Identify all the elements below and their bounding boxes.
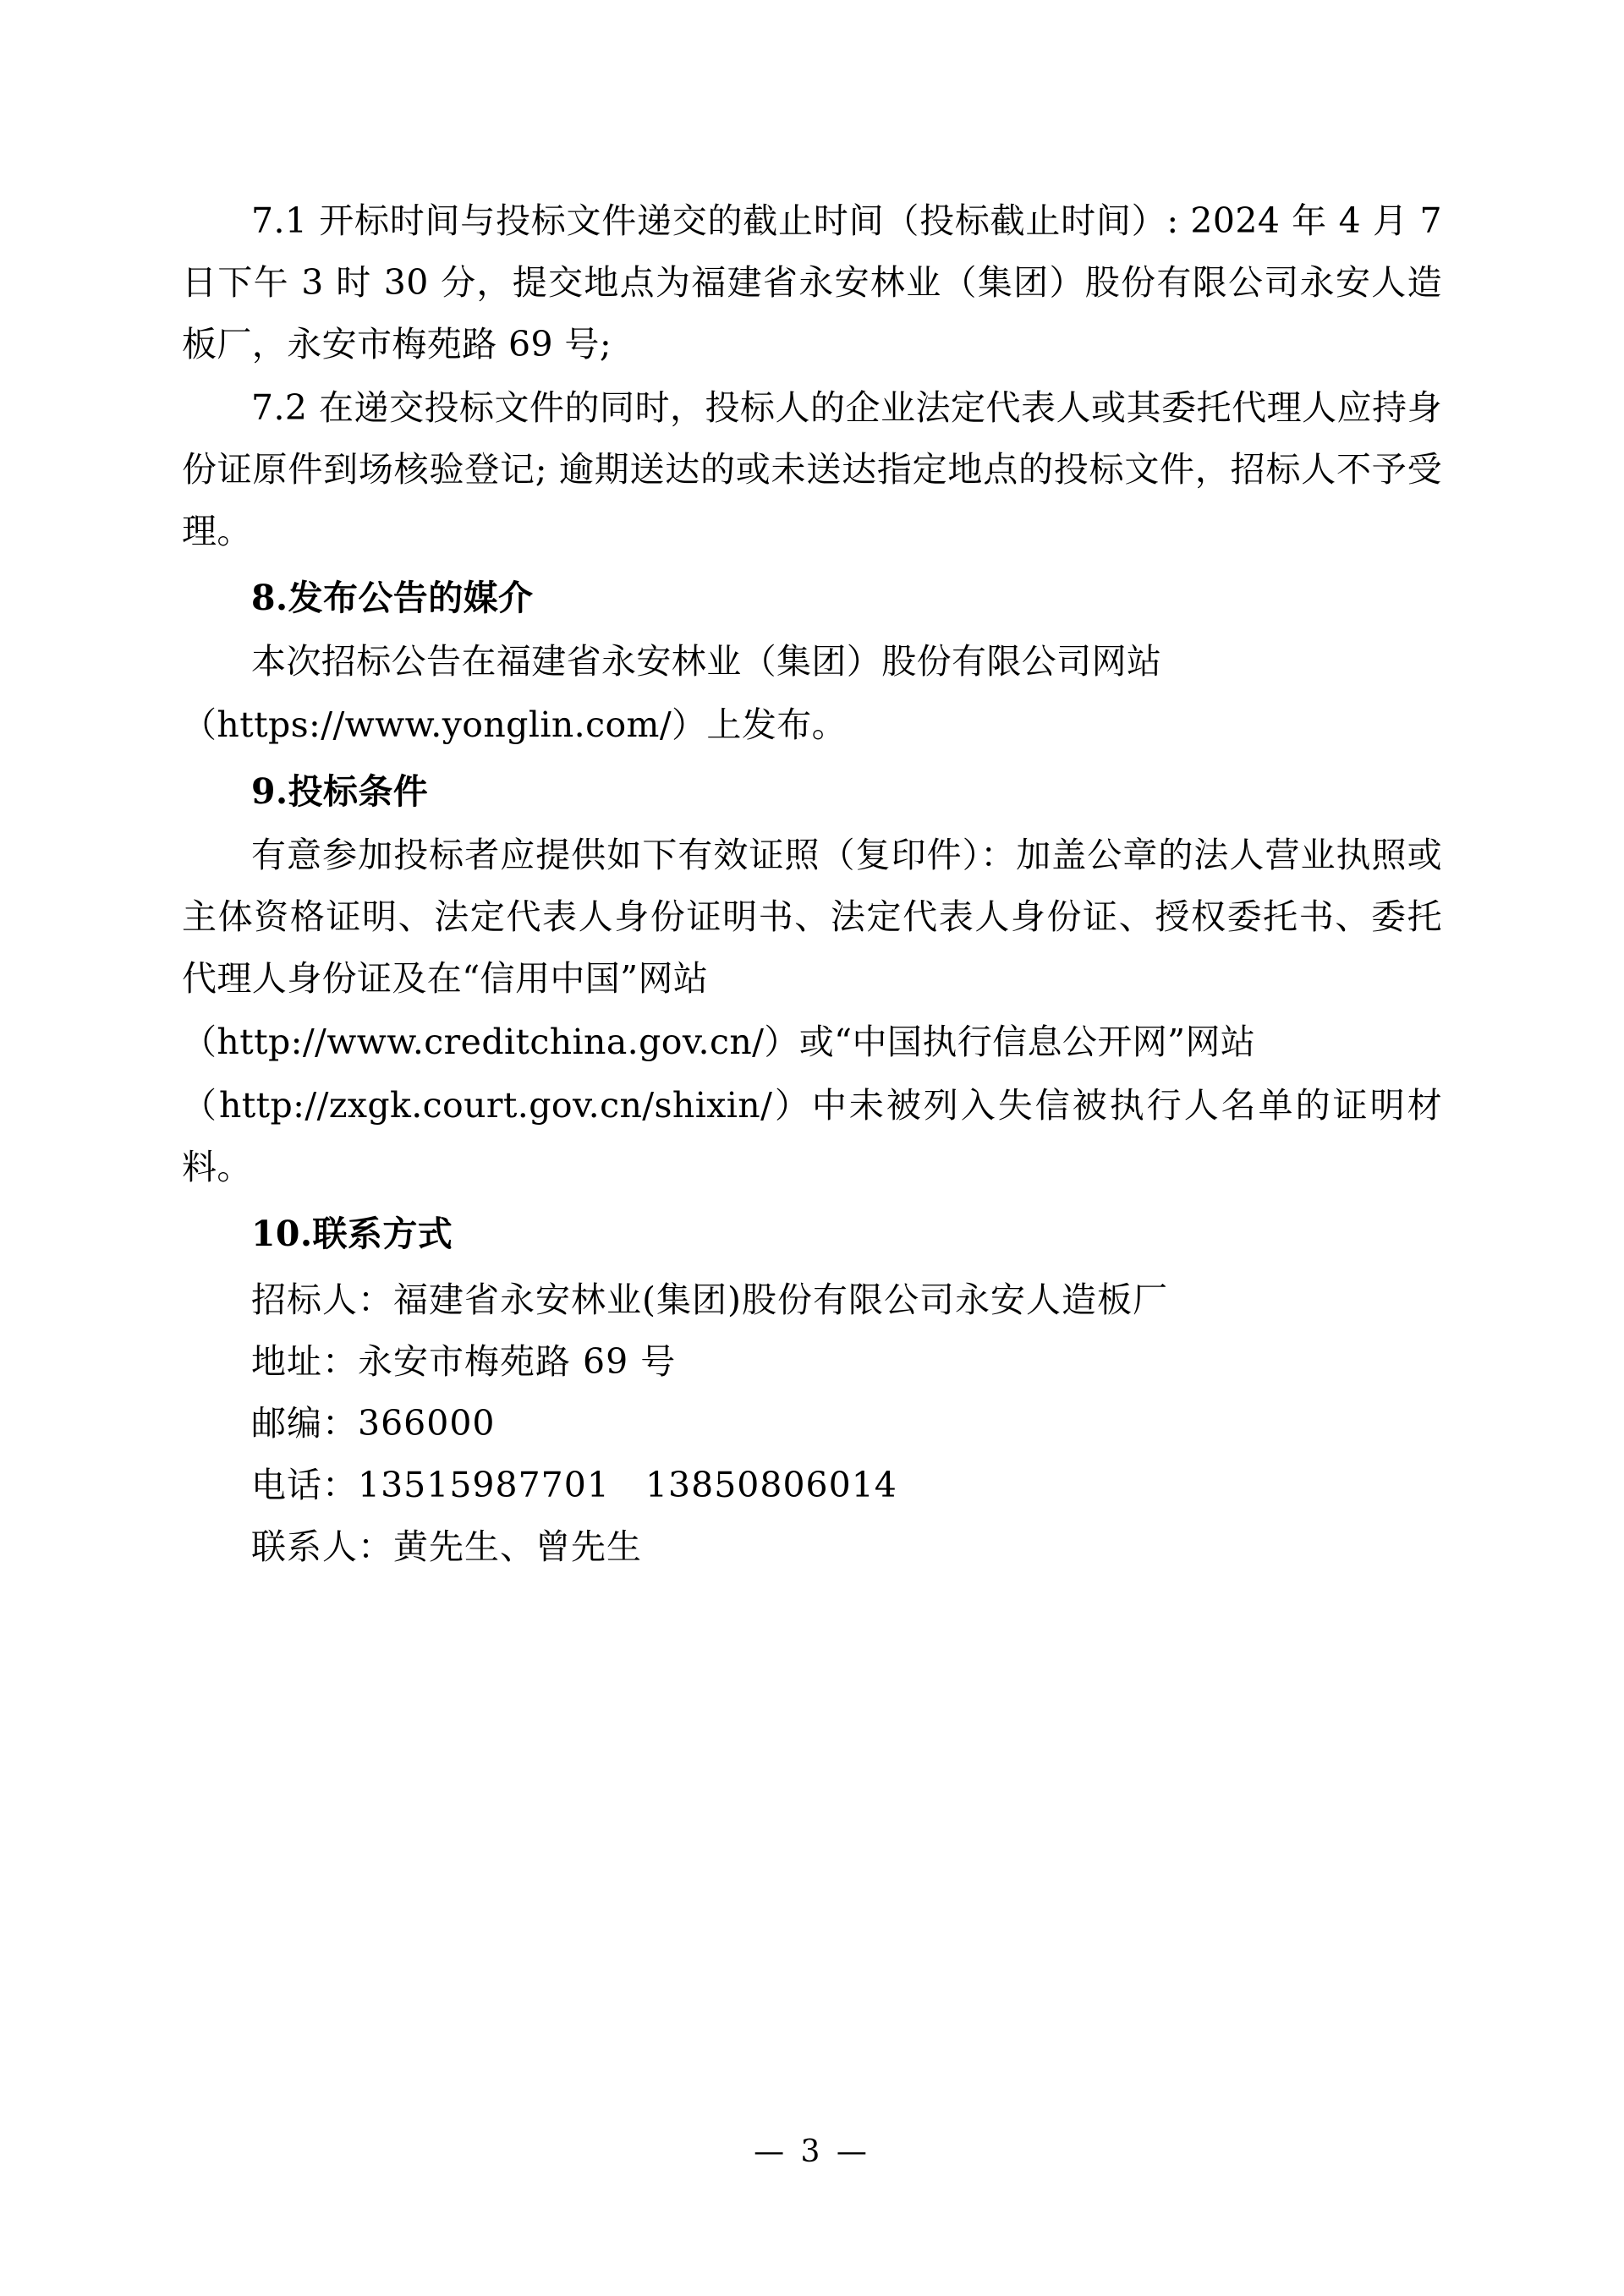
contact-person: 联系人：黄先生、曾先生 (251, 1526, 642, 1568)
page-number-footer: — 3 — (754, 2134, 870, 2169)
heading-section-9: 9.投标条件 (251, 770, 429, 812)
heading-section-10: 10.联系方式 (251, 1213, 453, 1254)
contact-address: 地址：永安市梅苑路 69 号 (251, 1341, 677, 1383)
paragraph-section-9-url-creditchina: （http://www.creditchina.gov.cn/）或“中国执行信息公开网”网站 (182, 1021, 1256, 1062)
paragraph-section-8-body: 本次招标公告在福建省永安林业（集团）股份有限公司网站 (251, 640, 1162, 682)
paragraph-section-9-url-zxgk: （http://zxgk.court.gov.cn/shixin/）中未被列入失信被执行人名单的证明材料。 (182, 1084, 1442, 1187)
paragraph-section-8-url: （https://www.yonglin.com/）上发布。 (182, 704, 848, 745)
contact-postcode: 邮编：366000 (251, 1403, 496, 1444)
contact-phone: 电话：13515987701 13850806014 (251, 1465, 897, 1506)
paragraph-clause-7-2: 7.2 在递交投标文件的同时，投标人的企业法定代表人或其委托代理人应持身份证原件到场核验登记; 逾期送达的或未送达指定地点的投标文件，招标人不予受理。 (182, 386, 1442, 551)
paragraph-clause-7-1: 7.1 开标时间与投标文件递交的截止时间（投标截止时间）: 2024 年 4 月 7 日下午 3 时 30 分，提交地点为福建省永安林业（集团）股份有限公司永安人造板厂，永安市梅苑路 69 号; (182, 200, 1442, 364)
paragraph-section-9-body: 有意参加投标者应提供如下有效证照（复印件）：加盖公章的法人营业执照或主体资格证明、法定代表人身份证明书、法定代表人身份证、授权委托书、委托代理人身份证及在“信用中国”网站 (182, 834, 1442, 999)
heading-section-8: 8.发布公告的媒介 (251, 577, 534, 618)
document-body (182, 190, 1442, 1578)
contact-tenderee: 招标人：福建省永安林业(集团)股份有限公司永安人造板厂 (251, 1280, 1168, 1321)
